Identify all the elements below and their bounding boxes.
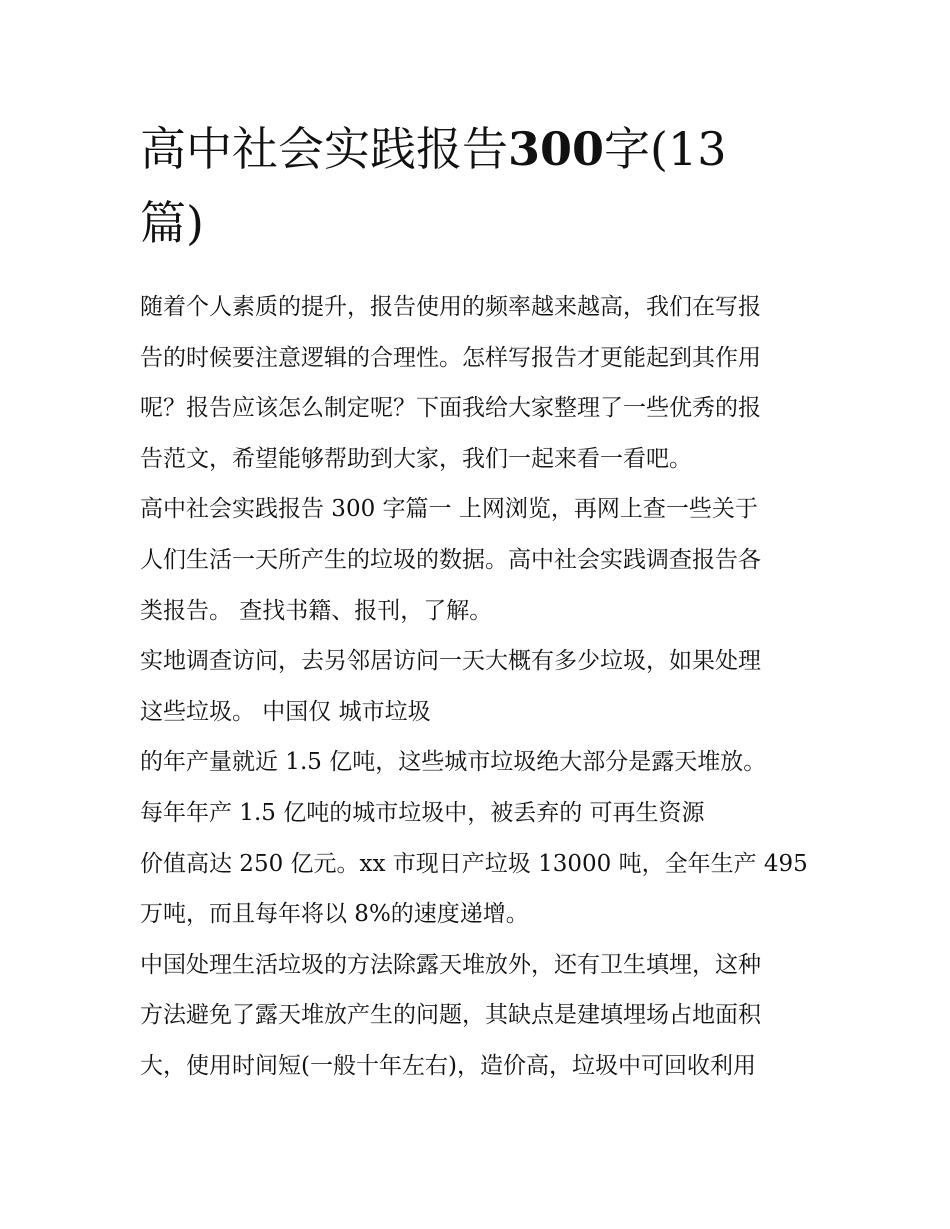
body-line: 这些垃圾。 中国仅 城市垃圾 <box>140 698 431 725</box>
body-line: 随着个人素质的提升，报告使用的频率越来越高，我们在写报 <box>140 294 761 320</box>
body-line: 中国处理生活垃圾的方法除露天堆放外，还有卫生填埋，这种 <box>140 951 761 978</box>
body-line: 大，使用时间短(一般十年左右)，造价高，垃圾中可回收利用 <box>140 1052 756 1079</box>
body-line: 万吨，而且每年将以 8%的速度递增。 <box>140 901 529 928</box>
body-line: 每年年产 1.5 亿吨的城市垃圾中，被丢弃的 可再生资源 <box>140 799 705 826</box>
body-line: 类报告。 查找书籍、报刊，了解。 <box>140 597 493 624</box>
body-line: 告的时候要注意逻辑的合理性。怎样写报告才更能起到其作用 <box>140 344 761 371</box>
body-line: 的年产量就近 1.5 亿吨，这些城市垃圾绝大部分是露天堆放。 <box>140 749 767 776</box>
body-line: 呢？报告应该怎么制定呢？下面我给大家整理了一些优秀的报 <box>140 395 761 422</box>
document-title <box>140 112 820 260</box>
title-text-suffix: 字(13 <box>604 122 727 176</box>
title-number: 300 <box>508 122 605 176</box>
body-line: 人们生活一天所产生的垃圾的数据。高中社会实践调查报告各 <box>140 546 761 573</box>
body-line: 实地调查访问，去另邻居访问一天大概有多少垃圾，如果处理 <box>140 648 761 675</box>
title-text: 高中社会实践报告 <box>140 122 508 176</box>
body-line: 方法避免了露天堆放产生的问题，其缺点是建填埋场占地面积 <box>140 1002 761 1029</box>
body-line: 高中社会实践报告 300 字篇一 上网浏览，再网上查一些关于 <box>140 496 758 523</box>
document-body <box>140 282 830 1092</box>
body-line: 价值高达 250 亿元。xx 市现日产垃圾 13000 吨，全年生产 495 <box>140 850 808 877</box>
body-line: 告范文，希望能够帮助到大家，我们一起来看一看吧。 <box>140 445 692 472</box>
title-text-line2: 篇) <box>140 196 204 250</box>
